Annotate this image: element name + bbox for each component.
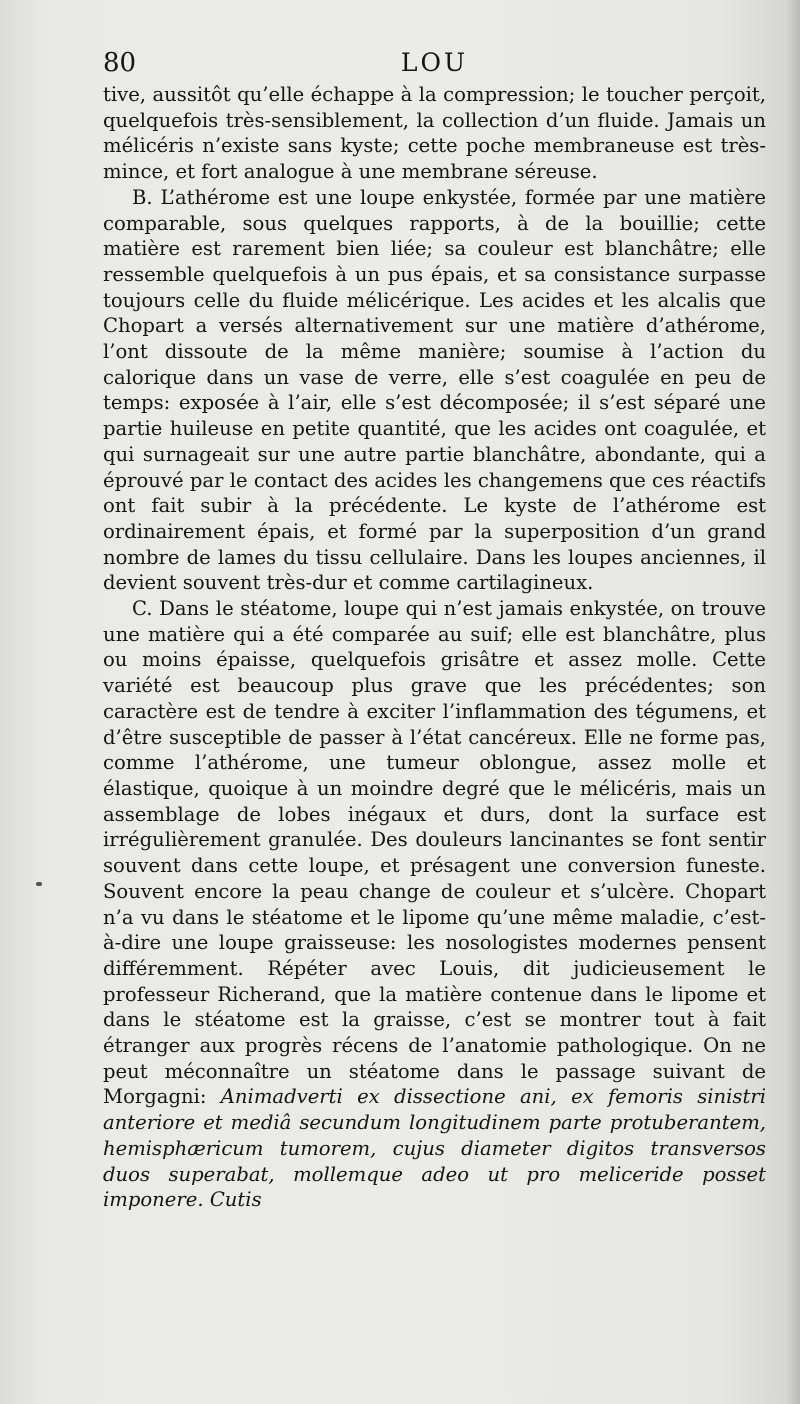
paragraph-atherome: B. L’athérome est une loupe enkystée, formée par une matière comparable, sous quelques rapports, à de la bouillie; cette matière est rarement bien liée; sa couleur est blanchâtre; elle ressemble quelquefois à un pus épais, et sa consistance surpasse toujours celle du fluide mélicérique. Les acides et les alcalis que Chopart a versés alternativement sur une matière d’athérome, l’ont dissoute de la même manière; soumise à l’action du calorique dans un vase de verre, elle s’est coagulée en peu de temps: exposée à l’air, elle s’est décomposée; il s’est séparé une partie huileuse en petite quantité, que les acides ont coagulée, et qui surnageait sur une autre partie blanchâtre, abondante, qui a éprouvé par le contact des acides les changemens que ces réactifs ont fait subir à la précédente. Le kyste de l’athérome est ordinairement épais, et formé par la superposition d’un grand nombre de lames du tissu cellulaire. Dans les loupes anciennes, il devient souvent très-dur et comme cartilagineux.	[103, 185, 766, 595]
margin-speck	[36, 882, 42, 886]
spine-shadow	[786, 0, 800, 1404]
page-number: 80	[103, 48, 137, 78]
steatome-text: C. Dans le stéatome, loupe qui n’est jamais enkystée, on trouve une matière qui a été comparée au suif; elle est blanchâtre, plus ou moins épaisse, quelquefois grisâtre et assez molle. Cette variété est beaucoup plus grave que les précédentes; son caractère est de tendre à exciter l’inflammation des tégumens, et d’être susceptible de passer à l’état cancéreux. Elle ne forme pas, comme l’athérome, une tumeur oblongue, assez molle et élastique, quoique à un moindre degré que le mélicéris, mais un assemblage de lobes inégaux et durs, dont la surface est irrégulièrement granulée. Des douleurs lancinantes se font sentir souvent dans cette loupe, et présagent une conversion funeste. Souvent encore la peau change de couleur et s’ulcère. Chopart n’a vu dans le stéatome et le lipome qu’une même maladie, c’est-à-dire une loupe graisseuse: les nosologistes modernes pensent différemment. Répéter avec Louis, dit judicieusement le professeur Richerand, que la matière contenue dans le lipome et dans le stéatome est la graisse, c’est se montrer tout à fait étranger aux progrès récens de l’anatomie pathologique. On ne peut méconnaître un stéatome dans le passage suivant de Morgagni:	[103, 597, 766, 1109]
body-text	[103, 82, 766, 1213]
morgagni-latin-quote: Animadverti ex dissectione ani, ex femoris sinistri anteriore et mediâ secundum longitudinem parte protuberantem, hemisphæricum tumorem, cujus diameter digitos transversos duos superabat, mollemque adeo ut pro meliceride posset imponere. Cutis	[103, 1085, 766, 1212]
paragraph-melliceris-end: tive, aussitôt qu’elle échappe à la compression; le toucher perçoit, quelquefois très-sensiblement, la collection d’un fluide. Jamais un mélicéris n’existe sans kyste; cette poche membraneuse est très-mince, et fort analogue à une membrane séreuse.	[103, 83, 766, 184]
page-header	[103, 46, 766, 80]
paragraph-steatome	[103, 596, 766, 1213]
running-head: LOU	[400, 48, 469, 77]
